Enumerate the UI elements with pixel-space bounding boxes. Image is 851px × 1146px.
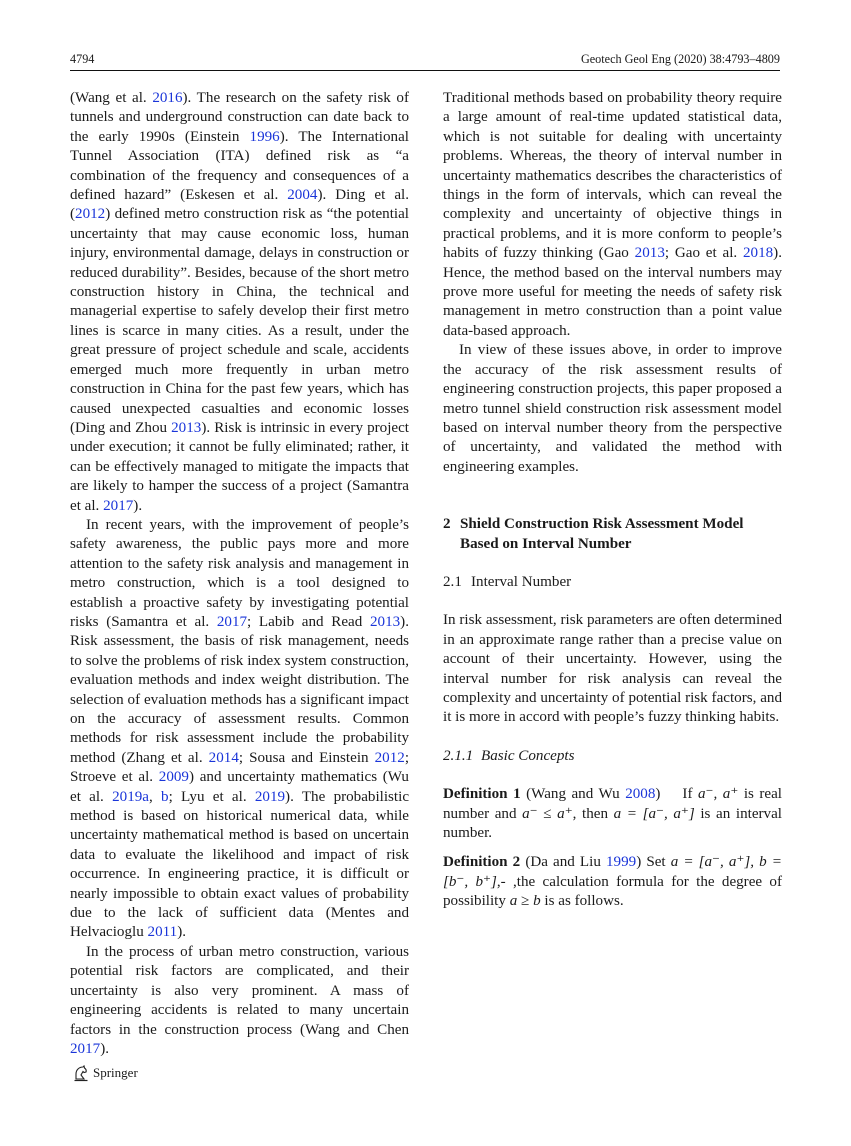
citation-link[interactable]: 2013	[634, 245, 665, 262]
citation-link[interactable]: 2013	[369, 613, 401, 630]
paragraph: In recent years, with the improvement of people’s safety awareness, the public pays more and more attention to the safety risk analysis and management in metro construction, which is a tool designed to establish a proactive safety by investigating potential risks (Samantra et al. 2017; Labib and Read 2013). Risk assessment, the basis of risk management, needs to solve the problems of risk index system construction, evaluation methods and index weight distribution. The selection of evaluation methods has a significant impact on the accuracy of assessment results. Common methods for risk assessment include the probability method (Zhang et al. 2014; Sousa and Einstein 2012; Stroeve et al. 2009) and uncertainty mathematics (Wu et al. 2019a, b; Lyu et al. 2019). The probabilistic method is based on historical numerical data, while uncertainty mathematical method is based on uncertain data to evaluate the likelihood and impact of risk occurrence. In engineering practice, it is difficult or nearly impossible to obtain exact values of probability due to the lack of sufficient data (Mentes and Helvacioglu 2011).	[70, 516, 410, 941]
paragraph: Traditional methods based on probability theory require a large amount of real-time updated statistical data, which is not suitable for dealing with uncertainty problems. Whereas, the theory of interval number in uncertainty mathematics describes the characteristics of things in the form of intervals, which can reveal the complexity and uncertainty of objective things in practical problems, and it is more conform to people’s habits of fuzzy thinking (Gao 2013; Gao et al. 2018). Hence, the method based on the interval numbers may prove more useful for meeting the needs of safety risk management in metro construction than a point value data-based approach.	[443, 90, 782, 339]
citation-link[interactable]: 2008	[625, 786, 656, 803]
springer-horse-icon	[72, 1064, 90, 1082]
publisher-footer	[72, 1064, 138, 1082]
citation-link[interactable]: 2014	[208, 749, 239, 766]
citation-link[interactable]: 2004	[287, 187, 318, 204]
page-number: 4794	[70, 52, 95, 66]
subsubsection-heading: 2.1.1 Basic Concepts	[443, 747, 575, 764]
citation-link[interactable]: 2017	[103, 497, 134, 514]
math-expression: a⁻ ≤ a⁺	[522, 805, 573, 822]
citation-link[interactable]: 2009	[158, 769, 189, 786]
citation-link[interactable]: 2019a	[112, 788, 149, 805]
journal-citation: Geotech Geol Eng (2020) 38:4793–4809	[580, 52, 780, 66]
citation-link[interactable]: 1999	[606, 854, 637, 871]
citation-link[interactable]: 2017	[216, 613, 248, 630]
math-expression: a = [a⁻, a⁺]	[613, 805, 695, 822]
citation-link[interactable]: 2017	[70, 1040, 101, 1057]
math-expression: a⁻, a⁺	[698, 786, 739, 803]
citation-link[interactable]: 1996	[249, 128, 280, 145]
paragraph: In view of these issues above, in order to improve the accuracy of the risk assessment results of engineering construction projects, this paper proposed a metro tunnel shield construction risk assessment model based on interval number theory from the perspective of uncertainty, and validated the method with engineering examples.	[443, 342, 782, 475]
definition-2: Definition 2 (Da and Liu 1999) Set a = [a⁻, a⁺], b = [b⁻, b⁺],- ,the calculation formula for the degree of possibility a ≥ b is as follows.	[443, 854, 783, 910]
section-heading: 2 Shield Construction Risk Assessment Model Based on Interval Number	[443, 516, 744, 552]
definition-label: Definition 2	[443, 854, 521, 871]
math-expression: a ≥ b	[509, 893, 541, 910]
citation-link[interactable]: 2012	[75, 206, 106, 223]
left-column	[70, 89, 409, 1059]
paragraph: (Wang et al. 2016). The research on the safety risk of tunnels and underground construction can date back to the early 1990s (Einstein 1996). The International Tunnel Association (ITA) defined risk as “a combination of the frequency and consequences of a defined hazard” (Eskesen et al. 2004). Ding et al. (2012) defined metro construction risk as “the potential uncertainty that may cause economic loss, human injury, environmental damage, delays in construction or reduced durability”. Besides, because of the short metro construction history in China, the technical and managerial expertise to safely develop their first metro lines is scarce in many cities. As a result, under the great pressure of project schedule and scale, accidents emerged much more frequently in urban metro construction in China for the past few years, which has caused unexpected casualties and economic losses (Ding and Zhou 2013). Risk is intrinsic in every project under execution; it cannot be fully eliminated; rather, it can be effectively managed to mitigate the impacts that are likely to hamper the success of a project (Samantra et al. 2017).	[70, 90, 409, 514]
publisher-name: Springer	[93, 1065, 138, 1080]
paragraph: In risk assessment, risk parameters are often determined in an approximate range rather than a precise value on account of their uncertainty. However, using the interval number for risk analysis can reveal the complexity and uncertainty of potential risk factors, and it is more in accord with people’s fuzzy thinking habits.	[443, 612, 782, 726]
citation-link[interactable]: 2013	[171, 419, 202, 436]
citation-link[interactable]: 2018	[742, 245, 774, 262]
definition-label: Definition 1	[443, 786, 521, 803]
citation-link[interactable]: 2019	[254, 788, 286, 805]
math-expression: a = [a⁻, a⁺], b = [b⁻, b⁺]	[443, 854, 782, 890]
paragraph: In the process of urban metro construction, various potential risk factors are complicated, and their uncertainty is also very prominent. A mass of engineering accidents is related to many uncertain factors in the construction process (Wang and Chen 2017).	[70, 943, 409, 1057]
definition-1: Definition 1 (Wang and Wu 2008) If a⁻, a⁺ is real number and a⁻ ≤ a⁺, then a = [a⁻, a⁺] is an interval number.	[443, 786, 783, 841]
right-column	[443, 89, 782, 912]
subsection-heading: 2.1 Interval Number	[443, 573, 572, 590]
citation-link[interactable]: 2012	[374, 749, 405, 766]
citation-link[interactable]: 2011	[147, 924, 178, 941]
header-rule	[70, 70, 780, 71]
citation-link[interactable]: 2016	[152, 90, 183, 106]
citation-link[interactable]: b	[161, 788, 169, 805]
